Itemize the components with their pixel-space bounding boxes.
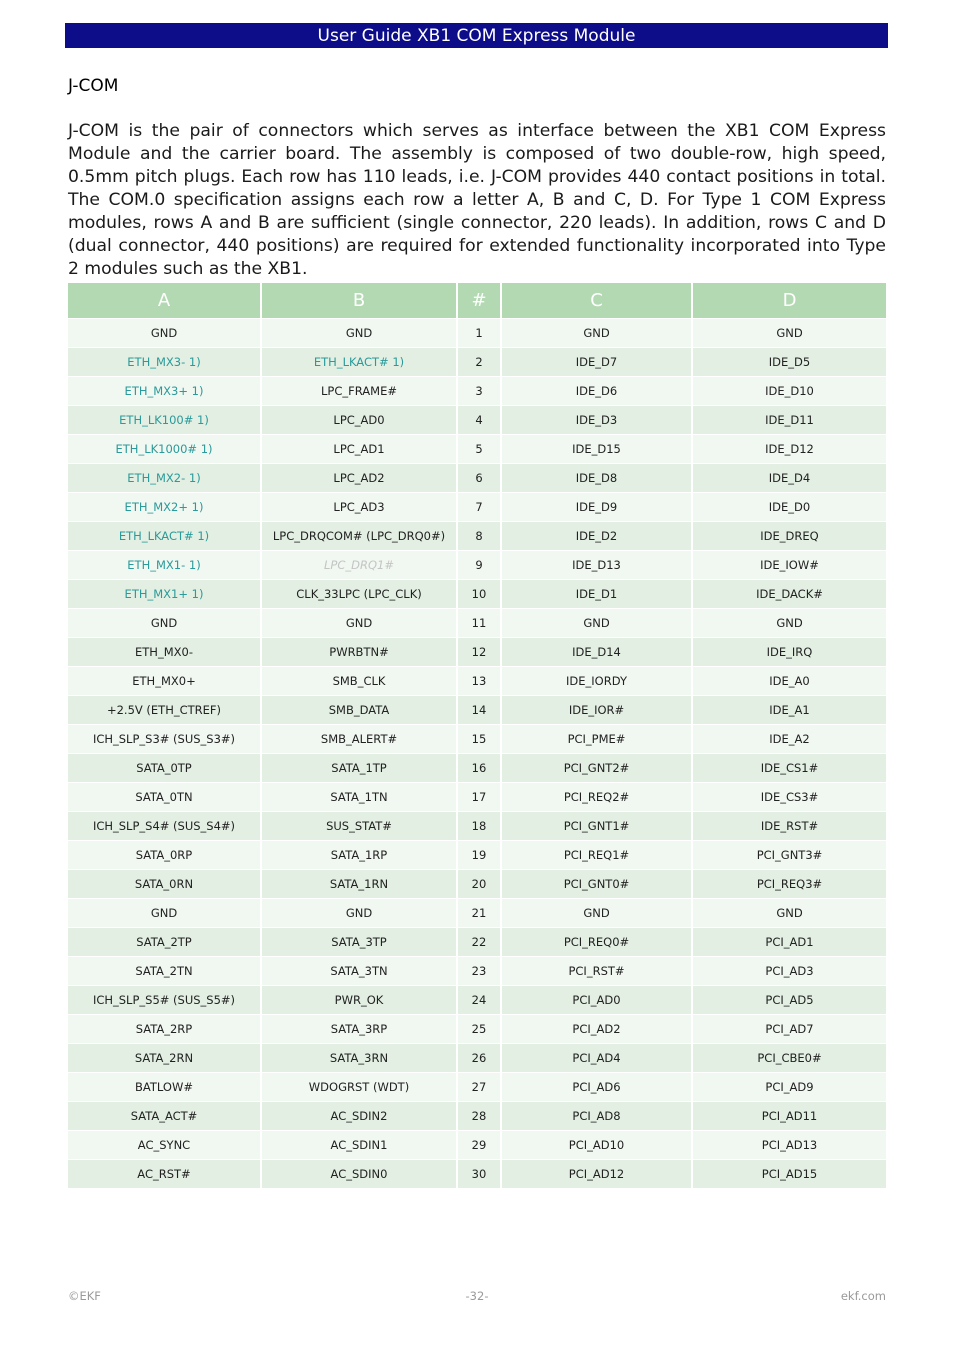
cell-d: PCI_GNT3# xyxy=(693,840,886,869)
cell-pin: 19 xyxy=(458,840,502,869)
table-row xyxy=(68,811,886,840)
cell-d: IDE_A1 xyxy=(693,695,886,724)
table-header-row xyxy=(68,283,886,318)
cell-pin: 3 xyxy=(458,376,502,405)
cell-b: CLK_33LPC (LPC_CLK) xyxy=(262,579,458,608)
cell-c: PCI_GNT1# xyxy=(502,811,693,840)
cell-a: SATA_ACT# xyxy=(68,1101,262,1130)
cell-pin: 28 xyxy=(458,1101,502,1130)
table-row xyxy=(68,637,886,666)
cell-a: SATA_2RP xyxy=(68,1014,262,1043)
cell-a: SATA_0TN xyxy=(68,782,262,811)
cell-pin: 7 xyxy=(458,492,502,521)
table-row xyxy=(68,1159,886,1188)
cell-c: PCI_AD0 xyxy=(502,985,693,1014)
cell-d: PCI_AD15 xyxy=(693,1159,886,1188)
cell-b: LPC_AD0 xyxy=(262,405,458,434)
table-row xyxy=(68,898,886,927)
cell-pin: 27 xyxy=(458,1072,502,1101)
cell-pin: 18 xyxy=(458,811,502,840)
cell-d: IDE_RST# xyxy=(693,811,886,840)
table-row xyxy=(68,550,886,579)
cell-c: PCI_REQ0# xyxy=(502,927,693,956)
cell-d: PCI_AD5 xyxy=(693,985,886,1014)
cell-d: IDE_DREQ xyxy=(693,521,886,550)
cell-b: SATA_1TN xyxy=(262,782,458,811)
cell-b: WDOGRST (WDT) xyxy=(262,1072,458,1101)
table-row xyxy=(68,347,886,376)
cell-d: IDE_D11 xyxy=(693,405,886,434)
cell-b: SMB_DATA xyxy=(262,695,458,724)
column-header-c: C xyxy=(502,283,693,318)
cell-pin: 17 xyxy=(458,782,502,811)
cell-b: SATA_1RN xyxy=(262,869,458,898)
table-row xyxy=(68,318,886,347)
table-row xyxy=(68,927,886,956)
cell-b: LPC_AD1 xyxy=(262,434,458,463)
cell-b: AC_SDIN0 xyxy=(262,1159,458,1188)
cell-c: PCI_AD12 xyxy=(502,1159,693,1188)
cell-pin: 20 xyxy=(458,869,502,898)
cell-c: PCI_GNT2# xyxy=(502,753,693,782)
cell-pin: 25 xyxy=(458,1014,502,1043)
footer-website: ekf.com xyxy=(840,1289,886,1303)
cell-c: IDE_D13 xyxy=(502,550,693,579)
table-row xyxy=(68,666,886,695)
cell-b: LPC_AD3 xyxy=(262,492,458,521)
cell-a: ETH_MX1- 1) xyxy=(68,550,262,579)
column-header-pin: # xyxy=(458,283,502,318)
cell-pin: 21 xyxy=(458,898,502,927)
cell-pin: 8 xyxy=(458,521,502,550)
cell-a: ETH_MX0- xyxy=(68,637,262,666)
cell-c: PCI_AD8 xyxy=(502,1101,693,1130)
cell-a: AC_SYNC xyxy=(68,1130,262,1159)
cell-a: SATA_0TP xyxy=(68,753,262,782)
column-header-a: A xyxy=(68,283,262,318)
cell-b: PWR_OK xyxy=(262,985,458,1014)
cell-pin: 6 xyxy=(458,463,502,492)
cell-d: PCI_AD7 xyxy=(693,1014,886,1043)
cell-c: PCI_RST# xyxy=(502,956,693,985)
cell-c: GND xyxy=(502,318,693,347)
cell-b: LPC_AD2 xyxy=(262,463,458,492)
table-row xyxy=(68,1130,886,1159)
cell-d: IDE_CS3# xyxy=(693,782,886,811)
cell-b: GND xyxy=(262,898,458,927)
cell-d: PCI_AD11 xyxy=(693,1101,886,1130)
table-row xyxy=(68,985,886,1014)
cell-pin: 10 xyxy=(458,579,502,608)
cell-d: PCI_AD9 xyxy=(693,1072,886,1101)
cell-d: IDE_D0 xyxy=(693,492,886,521)
footer-copyright: ©EKF xyxy=(68,1289,101,1303)
cell-b: LPC_FRAME# xyxy=(262,376,458,405)
cell-pin: 13 xyxy=(458,666,502,695)
cell-a: ETH_MX2+ 1) xyxy=(68,492,262,521)
table-row xyxy=(68,724,886,753)
intro-paragraph: J-COM is the pair of connectors which serves as interface between the XB1 COM Express Module and the carrier board. The assembly is composed of two double-row, high speed, 0.5mm pitch plugs. Each row has 110 leads, i.e. J-COM provides 440 contact positions in total. The COM.0 specification assigns each row a letter A, B and C, D. For Type 1 COM Express modules, rows A and B are sufficient (single connector, 220 leads). In addition, rows C and D (dual connector, 440 positions) are required for extended functionality incorporated into Type 2 modules such as the XB1. xyxy=(68,121,886,279)
table-row xyxy=(68,1043,886,1072)
table-row xyxy=(68,840,886,869)
column-header-d: D xyxy=(693,283,886,318)
table-row xyxy=(68,1014,886,1043)
cell-d: GND xyxy=(693,318,886,347)
cell-pin: 23 xyxy=(458,956,502,985)
cell-a: +2.5V (ETH_CTREF) xyxy=(68,695,262,724)
cell-a: SATA_0RN xyxy=(68,869,262,898)
cell-d: PCI_AD13 xyxy=(693,1130,886,1159)
cell-a: ICH_SLP_S5# (SUS_S5#) xyxy=(68,985,262,1014)
cell-c: GND xyxy=(502,898,693,927)
cell-c: IDE_D6 xyxy=(502,376,693,405)
cell-a: ICH_SLP_S4# (SUS_S4#) xyxy=(68,811,262,840)
cell-c: IDE_D3 xyxy=(502,405,693,434)
table-row xyxy=(68,492,886,521)
cell-c: PCI_AD4 xyxy=(502,1043,693,1072)
table-row xyxy=(68,521,886,550)
cell-a: ETH_MX1+ 1) xyxy=(68,579,262,608)
table-body xyxy=(68,318,886,1188)
column-header-b: B xyxy=(262,283,458,318)
cell-b: AC_SDIN1 xyxy=(262,1130,458,1159)
cell-c: GND xyxy=(502,608,693,637)
cell-pin: 2 xyxy=(458,347,502,376)
cell-pin: 1 xyxy=(458,318,502,347)
cell-pin: 9 xyxy=(458,550,502,579)
cell-pin: 12 xyxy=(458,637,502,666)
cell-d: IDE_IRQ xyxy=(693,637,886,666)
cell-b: SUS_STAT# xyxy=(262,811,458,840)
cell-b: PWRBTN# xyxy=(262,637,458,666)
table-row xyxy=(68,753,886,782)
cell-b: ETH_LKACT# 1) xyxy=(262,347,458,376)
cell-d: IDE_D12 xyxy=(693,434,886,463)
cell-d: IDE_D10 xyxy=(693,376,886,405)
cell-d: PCI_REQ3# xyxy=(693,869,886,898)
table-row xyxy=(68,608,886,637)
cell-a: ETH_LKACT# 1) xyxy=(68,521,262,550)
table-row xyxy=(68,956,886,985)
cell-d: PCI_AD3 xyxy=(693,956,886,985)
cell-b: SATA_3TP xyxy=(262,927,458,956)
cell-a: AC_RST# xyxy=(68,1159,262,1188)
cell-a: SATA_2TN xyxy=(68,956,262,985)
table-row xyxy=(68,869,886,898)
cell-c: IDE_D9 xyxy=(502,492,693,521)
cell-c: IDE_D8 xyxy=(502,463,693,492)
table-row xyxy=(68,695,886,724)
cell-c: IDE_D2 xyxy=(502,521,693,550)
cell-a: BATLOW# xyxy=(68,1072,262,1101)
cell-d: IDE_D5 xyxy=(693,347,886,376)
cell-d: IDE_IOW# xyxy=(693,550,886,579)
cell-d: IDE_DACK# xyxy=(693,579,886,608)
cell-c: IDE_D1 xyxy=(502,579,693,608)
cell-b: LPC_DRQ1# xyxy=(262,550,458,579)
cell-b: SATA_3RP xyxy=(262,1014,458,1043)
cell-c: IDE_IOR# xyxy=(502,695,693,724)
cell-pin: 26 xyxy=(458,1043,502,1072)
cell-a: ETH_MX3+ 1) xyxy=(68,376,262,405)
cell-c: PCI_REQ1# xyxy=(502,840,693,869)
cell-a: GND xyxy=(68,898,262,927)
section-title: J-COM xyxy=(68,76,119,96)
cell-d: IDE_A0 xyxy=(693,666,886,695)
cell-a: ETH_LK100# 1) xyxy=(68,405,262,434)
cell-pin: 22 xyxy=(458,927,502,956)
cell-b: SATA_3TN xyxy=(262,956,458,985)
cell-pin: 14 xyxy=(458,695,502,724)
cell-c: PCI_AD10 xyxy=(502,1130,693,1159)
table-row xyxy=(68,405,886,434)
cell-a: ETH_MX2- 1) xyxy=(68,463,262,492)
cell-a: GND xyxy=(68,608,262,637)
pin-assignment-table xyxy=(68,283,886,1188)
cell-c: IDE_IORDY xyxy=(502,666,693,695)
table-row xyxy=(68,463,886,492)
cell-d: IDE_CS1# xyxy=(693,753,886,782)
table-row xyxy=(68,376,886,405)
cell-b: SATA_1RP xyxy=(262,840,458,869)
cell-d: GND xyxy=(693,898,886,927)
cell-c: PCI_AD6 xyxy=(502,1072,693,1101)
cell-d: GND xyxy=(693,608,886,637)
cell-b: LPC_DRQCOM# (LPC_DRQ0#) xyxy=(262,521,458,550)
cell-b: AC_SDIN2 xyxy=(262,1101,458,1130)
cell-b: GND xyxy=(262,318,458,347)
cell-d: PCI_CBE0# xyxy=(693,1043,886,1072)
table-row xyxy=(68,1072,886,1101)
cell-a: SATA_2TP xyxy=(68,927,262,956)
cell-c: PCI_REQ2# xyxy=(502,782,693,811)
cell-pin: 16 xyxy=(458,753,502,782)
cell-c: IDE_D7 xyxy=(502,347,693,376)
cell-a: ETH_LK1000# 1) xyxy=(68,434,262,463)
cell-d: IDE_A2 xyxy=(693,724,886,753)
header-title: User Guide XB1 COM Express Module xyxy=(317,26,636,46)
table-row xyxy=(68,1101,886,1130)
footer-page-number: -32- xyxy=(465,1289,489,1303)
cell-pin: 11 xyxy=(458,608,502,637)
cell-a: SATA_2RN xyxy=(68,1043,262,1072)
cell-b: GND xyxy=(262,608,458,637)
cell-c: PCI_GNT0# xyxy=(502,869,693,898)
cell-pin: 30 xyxy=(458,1159,502,1188)
cell-a: ETH_MX0+ xyxy=(68,666,262,695)
cell-pin: 4 xyxy=(458,405,502,434)
cell-c: IDE_D14 xyxy=(502,637,693,666)
cell-d: IDE_D4 xyxy=(693,463,886,492)
cell-b: SMB_ALERT# xyxy=(262,724,458,753)
table-row xyxy=(68,782,886,811)
cell-b: SATA_1TP xyxy=(262,753,458,782)
cell-b: SMB_CLK xyxy=(262,666,458,695)
cell-b: SATA_3RN xyxy=(262,1043,458,1072)
table-row xyxy=(68,579,886,608)
cell-c: PCI_AD2 xyxy=(502,1014,693,1043)
cell-a: ETH_MX3- 1) xyxy=(68,347,262,376)
table-row xyxy=(68,434,886,463)
cell-c: PCI_PME# xyxy=(502,724,693,753)
cell-pin: 15 xyxy=(458,724,502,753)
cell-a: SATA_0RP xyxy=(68,840,262,869)
cell-a: GND xyxy=(68,318,262,347)
page-header xyxy=(65,23,888,48)
cell-a: ICH_SLP_S3# (SUS_S3#) xyxy=(68,724,262,753)
cell-pin: 5 xyxy=(458,434,502,463)
cell-pin: 29 xyxy=(458,1130,502,1159)
cell-d: PCI_AD1 xyxy=(693,927,886,956)
cell-pin: 24 xyxy=(458,985,502,1014)
cell-c: IDE_D15 xyxy=(502,434,693,463)
